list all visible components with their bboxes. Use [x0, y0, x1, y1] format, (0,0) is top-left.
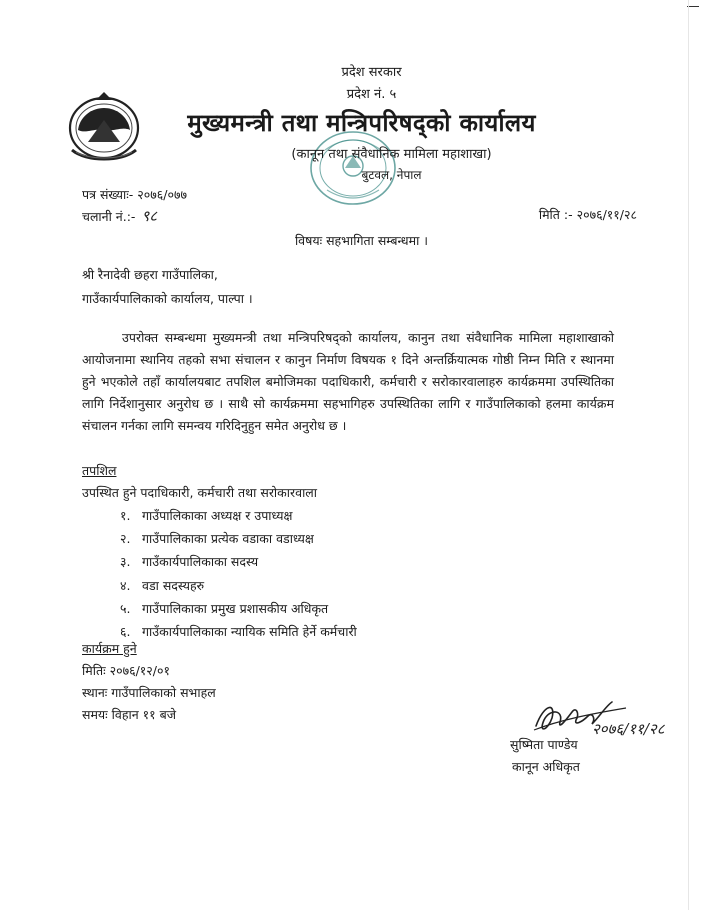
schedule-intro: उपस्थित हुने पदाधिकारी, कर्मचारी तथा सरोकारवाला	[82, 485, 318, 500]
list-item-number: ४.	[120, 577, 131, 593]
list-item-number: ६.	[120, 623, 131, 639]
list-item-text: गाउँपालिकाका अध्यक्ष र उपाध्यक्ष	[142, 508, 293, 523]
list-item	[120, 574, 357, 597]
list-item-text: वडा सदस्यहरु	[142, 577, 205, 593]
recipient-line-2: गाउँकार्यपालिकाको कार्यालय, पाल्पा ।	[82, 291, 253, 306]
list-item-number: १.	[120, 508, 131, 523]
dispatch-value: ९८	[141, 207, 158, 225]
recipient-line-1: श्री रैनादेवी छहरा गाउँपालिका,	[82, 267, 218, 282]
schedule-title: तपशिल	[82, 463, 117, 478]
list-item-number: २.	[120, 531, 131, 547]
office-title: मुख्यमन्त्री तथा मन्त्रिपरिषद्को कार्यालय	[187, 108, 536, 137]
subject-line: विषयः सहभागिता सम्बन्धमा ।	[294, 233, 429, 248]
signatory-name: सुष्मिता पाण्डेय	[510, 737, 578, 752]
office-location: बुटवल, नेपाल	[361, 168, 422, 182]
list-item	[120, 527, 357, 550]
program-date: मितिः २०७६/१२/०१	[82, 663, 170, 678]
attendee-list	[120, 504, 357, 643]
list-item-text: गाउँकार्यपालिकाका सदस्य	[142, 554, 259, 570]
body-paragraph: उपरोक्त सम्बन्धमा मुख्यमन्त्री तथा मन्त्रिपरिषद्को कार्यालय, कानुन तथा संवैधानिक मामिला महाशाखाको आयोजनामा स्थानिय तहको सभा संचालन र कानुन निर्माण विषयक १ दिने अन्तर्क्रियात्मक गोष्ठी निम्न मिति र स्थानमा हुने भएकोले तहाँ कार्यालयबाट तपशिल बमोजिमका पदाधिकारी, कर्मचारी र सरोकारवालाहरु कार्यक्रममा उपस्थितिका लागि निर्देशानुसार अनुरोध छ । साथै सो कार्यक्रममा सहभागिहरु उपस्थितिका लागि र गाउँपालिकाको हलमा कार्यक्रम संचालन गर्नका लागि समन्वय गरिदिनुहुन समेत अनुरोध छ ।	[82, 330, 614, 433]
letter-date: मिति :- २०७६/११/२८	[538, 207, 637, 222]
dispatch-label: चलानी नं.:-	[82, 209, 136, 224]
letter-number: पत्र संख्याः- २०७६/०७७	[82, 187, 187, 202]
list-item	[120, 550, 357, 573]
list-item-text: गाउँपालिकाका प्रमुख प्रशासकीय अधिकृत	[142, 600, 329, 616]
list-item-text: गाउँकार्यपालिकाका न्यायिक समिति हेर्ने कर्मचारी	[142, 623, 357, 639]
signature-date: २०७६/११/२८	[592, 720, 665, 738]
dispatch-number	[82, 206, 157, 226]
list-item	[120, 504, 357, 527]
signatory-title: कानून अधिकृत	[512, 759, 580, 774]
program-title: कार्यक्रम हुने	[82, 641, 137, 656]
letterhead-line-1: प्रदेश सरकार	[341, 65, 402, 80]
letterhead-line-2: प्रदेश नं. ५	[346, 87, 397, 102]
program-venue: स्थानः गाउँपालिकाको सभाहल	[82, 685, 216, 700]
program-time: समयः विहान ११ बजे	[82, 707, 177, 722]
list-item	[120, 620, 357, 643]
list-item-text: गाउँपालिकाका प्रत्येक वडाका वडाध्यक्ष	[142, 531, 314, 547]
list-item-number: ३.	[120, 554, 131, 570]
division-name: (कानून तथा संवैधानिक मामिला महाशाखा)	[291, 147, 492, 162]
list-item	[120, 597, 357, 620]
list-item-number: ५.	[120, 600, 131, 616]
